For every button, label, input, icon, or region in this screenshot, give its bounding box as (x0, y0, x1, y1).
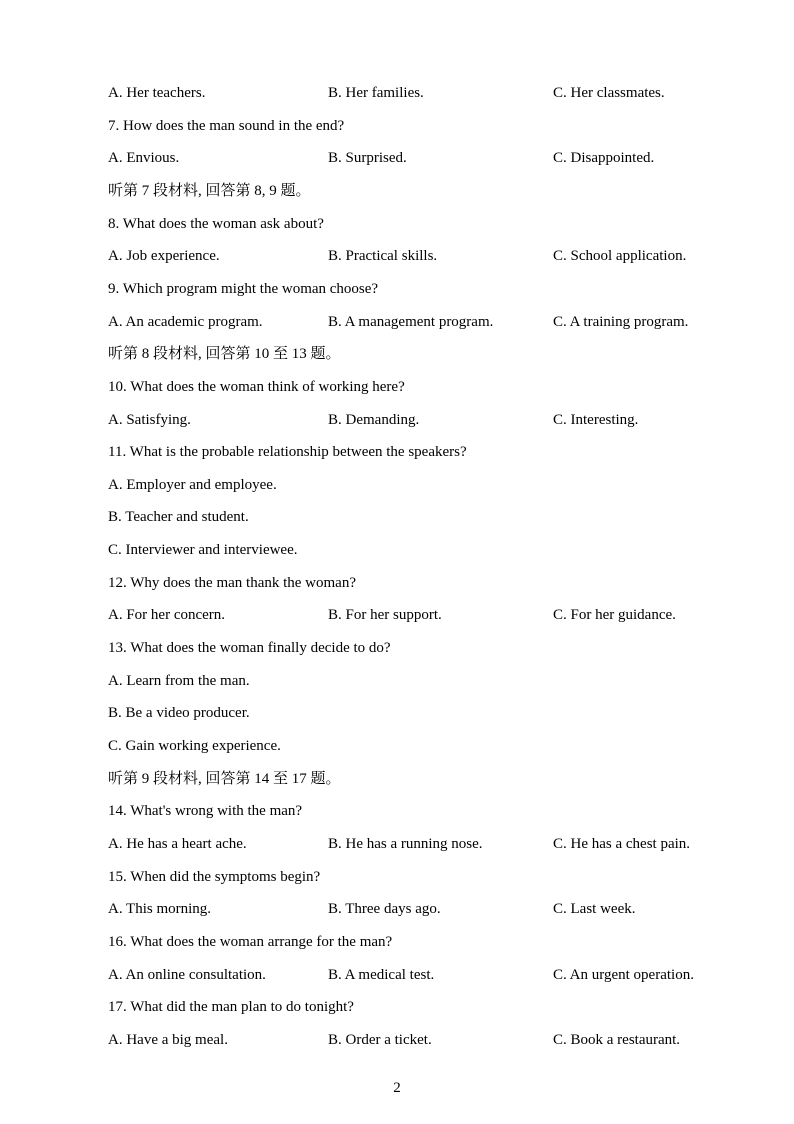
option-a: A. Her teachers. (108, 85, 206, 101)
option-c: C. For her guidance. (553, 607, 676, 624)
option-b: B. For her support. (328, 607, 442, 624)
section-instruction: 听第 8 段材料, 回答第 10 至 13 题。 (108, 346, 341, 363)
question-text: 17. What did the man plan to do tonight? (108, 999, 354, 1016)
question-text: 7. How does the man sound in the end? (108, 117, 345, 134)
option-c: C. An urgent operation. (553, 966, 694, 983)
option-a: A. This morning. (108, 901, 212, 918)
option-text: C. Interviewer and interviewee. (108, 542, 298, 559)
option-text: A. Employer and employee. (108, 476, 277, 493)
question-text: 15. When did the symptoms begin? (108, 868, 321, 885)
option-c: C. Book a restaurant. (553, 1031, 681, 1048)
option-b: B. Demanding. (328, 411, 420, 428)
option-b: B. Practical skills. (328, 248, 438, 265)
option-b: B. Order a ticket. (328, 1031, 432, 1048)
option-a: A. For her concern. (108, 607, 226, 624)
section-instruction: 听第 9 段材料, 回答第 14 至 17 题。 (108, 770, 341, 787)
question-text: 14. What's wrong with the man? (108, 803, 303, 820)
option-b: B. Surprised. (328, 150, 407, 167)
question-text: 13. What does the woman finally decide to do? (108, 640, 391, 656)
question-text: 11. What is the probable relationship between the speakers? (108, 444, 467, 461)
option-a: A. Job experience. (108, 248, 220, 265)
section-instruction: 听第 7 段材料, 回答第 8, 9 题。 (108, 182, 311, 199)
option-b: B. A medical test. (328, 966, 435, 983)
option-c: C. Last week. (553, 901, 636, 918)
question-text: 16. What does the woman arrange for the man? (108, 933, 393, 950)
option-b: B. Three days ago. (328, 901, 441, 918)
option-a: A. Satisfying. (108, 411, 191, 428)
option-c: C. Her classmates. (553, 85, 665, 101)
option-a: A. He has a heart ache. (108, 835, 247, 852)
option-c: C. Interesting. (553, 411, 639, 428)
option-text: B. Be a video producer. (108, 705, 250, 722)
option-c: C. Disappointed. (553, 150, 655, 167)
option-a: A. An online consultation. (108, 966, 266, 983)
option-a: A. Envious. (108, 150, 180, 167)
option-c: C. He has a chest pain. (553, 835, 691, 852)
option-a: A. Have a big meal. (108, 1031, 228, 1048)
option-b: B. A management program. (328, 313, 494, 330)
question-text: 9. Which program might the woman choose? (108, 280, 379, 297)
option-c: C. School application. (553, 248, 687, 265)
option-b: B. He has a running nose. (328, 835, 483, 852)
option-b: B. Her families. (328, 85, 424, 101)
option-c: C. A training program. (553, 313, 689, 330)
option-a: A. An academic program. (108, 313, 263, 330)
question-text: 8. What does the woman ask about? (108, 215, 324, 232)
option-text: B. Teacher and student. (108, 509, 249, 526)
question-text: 10. What does the woman think of working here? (108, 378, 405, 395)
option-text: A. Learn from the man. (108, 672, 250, 689)
question-text: 12. Why does the man thank the woman? (108, 574, 356, 591)
page-number: 2 (393, 1080, 401, 1096)
option-text: C. Gain working experience. (108, 738, 281, 754)
